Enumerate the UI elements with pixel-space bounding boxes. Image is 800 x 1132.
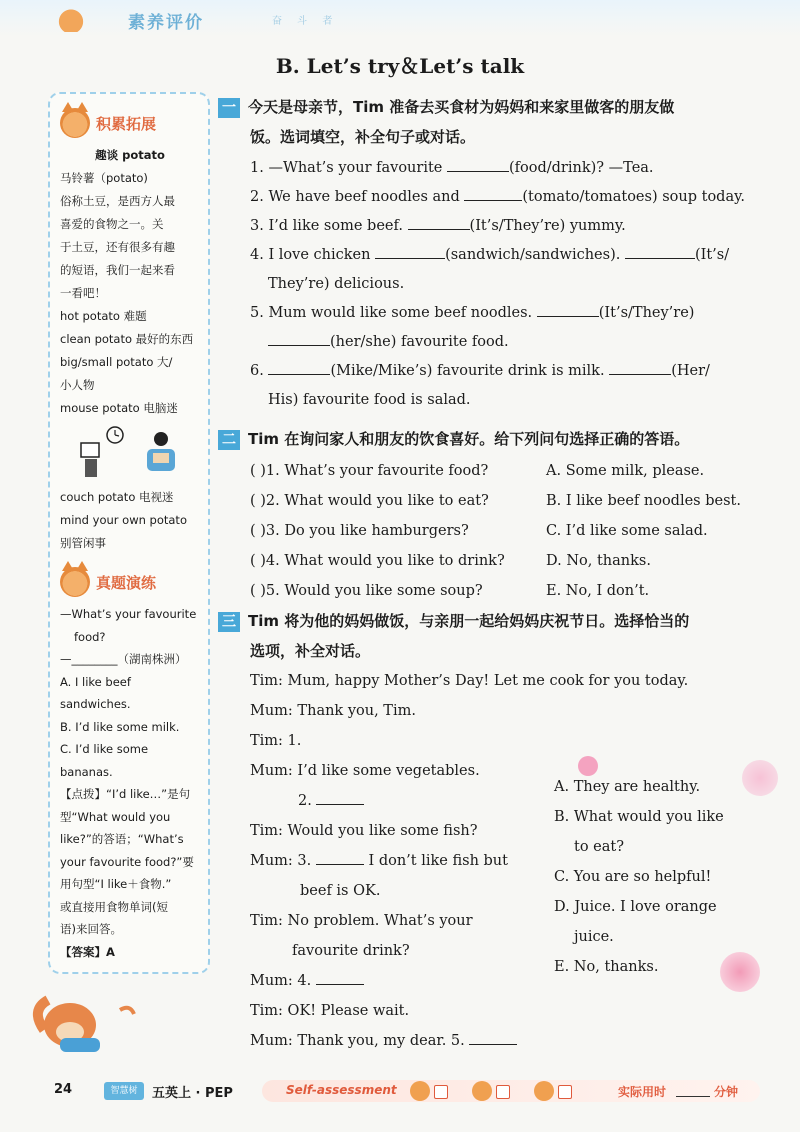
- answer-blank[interactable]: [268, 360, 330, 375]
- match-row: ( )4. What would you like to drink? D. No, thanks.: [250, 553, 651, 569]
- rating-checkbox[interactable]: [496, 1085, 510, 1099]
- fill-item-6-cont: His) favourite food is salad.: [268, 392, 471, 408]
- exam-tip: 用句型“I like＋食物.”: [60, 877, 172, 891]
- intro-line: 俗称土豆，是西方人最: [60, 194, 175, 208]
- option-d-cont: juice.: [574, 929, 614, 945]
- option-a: A. They are healthy.: [554, 779, 701, 795]
- answer-blank[interactable]: [316, 970, 364, 985]
- part3-number: 三: [218, 612, 240, 632]
- sidebar: [48, 92, 210, 974]
- fill-item-4-cont: They’re) delicious.: [268, 276, 405, 292]
- topic-title: 趣谈 potato: [95, 148, 165, 162]
- footer: [48, 1078, 760, 1104]
- dialogue-line: Tim: No problem. What’s your: [250, 913, 473, 929]
- answer-blank[interactable]: [375, 244, 445, 259]
- header-subtitle: 奋 斗 者: [272, 16, 339, 27]
- dialogue-line: Mum: Thank you, Tim.: [250, 703, 416, 719]
- dialogue-line: Tim: OK! Please wait.: [250, 1003, 410, 1019]
- grade-label: 五英上 · PEP: [152, 1086, 233, 1101]
- answer-blank[interactable]: [316, 790, 364, 805]
- exam-tip: like?”的答语；“What’s: [60, 832, 184, 846]
- section-title: B. Let’s try＆Let’s talk: [275, 54, 525, 78]
- computer-clock-icon: [77, 425, 127, 481]
- fox-face-icon: [472, 1081, 492, 1101]
- fox-face-icon: [534, 1081, 554, 1101]
- phrase: 别管闲事: [60, 536, 106, 550]
- self-assessment-bar: [262, 1080, 760, 1102]
- exam-answer: 【答案】A: [60, 944, 115, 959]
- phrase: clean potato 最好的东西: [60, 332, 194, 346]
- exam-option: B. I’d like some milk.: [60, 719, 180, 734]
- match-row: ( )2. What would you like to eat? B. I like beef noodles best.: [250, 493, 741, 509]
- part1-number: 一: [218, 98, 240, 118]
- match-row: ( )3. Do you like hamburgers? C. I’d like some salad.: [250, 523, 708, 539]
- fill-item-6: 6. (Mike/Mike’s) favourite drink is milk. (Her/: [218, 357, 758, 386]
- fox-mascot-icon: [60, 108, 90, 138]
- phrase: mouse potato 电脑迷: [60, 401, 178, 415]
- exam-tip: 语)来回答。: [60, 922, 122, 936]
- intro-line: 一看吧！: [60, 286, 106, 300]
- phrase: hot potato 难题: [60, 309, 147, 323]
- fill-item-3: 3. I’d like some beef. (It’s/They’re) yummy.: [218, 212, 758, 241]
- intro-line: 于土豆，还有很多有趣: [60, 240, 175, 254]
- answer-blank[interactable]: [469, 1030, 517, 1045]
- part3-instruction-line2: 选项，补全对话。: [250, 642, 371, 660]
- page-number: 24: [54, 1082, 73, 1097]
- part2-number: 二: [218, 430, 240, 450]
- answer-blank[interactable]: [268, 331, 330, 346]
- answer-blank[interactable]: [464, 186, 522, 201]
- fox-mascot-icon: [60, 567, 90, 597]
- answer-blank[interactable]: [609, 360, 671, 375]
- exam-tip: 型“What would you: [60, 809, 171, 824]
- running-fox-icon: [30, 980, 140, 1060]
- fill-item-5: 5. Mum would like some beef noodles. (It’s/They’re): [218, 299, 758, 328]
- fox-logo-icon: [56, 6, 86, 32]
- match-row: ( )5. Would you like some soup? E. No, I don’t.: [250, 583, 650, 599]
- fill-item-5-cont: (her/she) favourite food.: [218, 328, 758, 357]
- phrase: mind your own potato: [60, 513, 187, 527]
- part1-instruction-line2: 饭。选词填空，补全句子或对话。: [250, 128, 476, 146]
- time-unit: 分钟: [714, 1085, 739, 1099]
- time-blank[interactable]: [676, 1096, 710, 1097]
- series-badge: 智慧树: [104, 1082, 144, 1100]
- part1-instruction: 一 今天是母亲节，Tim 准备去买食材为妈妈和来家里做客的朋友做: [218, 92, 758, 122]
- phrase: big/small potato 大/: [60, 355, 173, 369]
- fox-face-icon: [410, 1081, 430, 1101]
- dialogue-options: [554, 772, 724, 982]
- exam-question: —What’s your favourite: [60, 607, 197, 621]
- part3: [218, 606, 758, 1056]
- header-band: [0, 0, 800, 36]
- part2-instruction: 二 Tim 在询问家人和朋友的饮食喜好。给下列问句选择正确的答语。: [218, 424, 758, 454]
- time-label: 实际用时: [618, 1085, 667, 1099]
- intro-line: 马铃薯（potato): [60, 171, 148, 185]
- dialogue-line: 2.: [218, 786, 758, 816]
- option-c: C. You are so helpful!: [554, 869, 712, 885]
- exam-heading: 真题演练: [60, 567, 208, 597]
- match-row: ( )1. What’s your favourite food? A. Some milk, please.: [250, 463, 705, 479]
- phrase: couch potato 电视迷: [60, 490, 174, 504]
- fill-item-4: 4. I love chicken (sandwich/sandwiches). (It’s/: [218, 241, 758, 270]
- answer-blank[interactable]: [447, 157, 509, 172]
- exam-answer-line: —________（湖南株洲）: [60, 652, 187, 666]
- answer-blank[interactable]: [625, 244, 695, 259]
- dialogue-line: Tim: 1.: [250, 733, 302, 749]
- exam-option: A. I like beef sandwiches.: [60, 674, 131, 711]
- dialogue-line: Mum: 3. I don’t like fish but: [218, 846, 758, 876]
- phrase: 小人物: [60, 378, 95, 392]
- flower-decoration-icon: [578, 756, 598, 776]
- answer-blank[interactable]: [537, 302, 599, 317]
- fill-item-1: 1. —What’s your favourite (food/drink)? —Tea.: [218, 154, 758, 183]
- dialogue-line: Mum: 4.: [218, 966, 758, 996]
- rating-checkbox[interactable]: [558, 1085, 572, 1099]
- couch-person-icon: [141, 429, 181, 477]
- flower-decoration-icon: [742, 760, 778, 796]
- exam-tip: 或直接用食物单词(短: [60, 899, 168, 914]
- dialogue-line: Mum: Thank you, my dear. 5.: [218, 1026, 758, 1056]
- part3-instruction: 三 Tim 将为他的妈妈做饭，与亲朋一起给妈妈庆祝节日。选择恰当的: [218, 606, 758, 636]
- exam-option: C. I’d like some bananas.: [60, 742, 149, 779]
- rating-checkbox[interactable]: [434, 1085, 448, 1099]
- exam-tip: your favourite food?”要: [60, 854, 194, 869]
- option-b: B. What would you like: [554, 809, 724, 825]
- option-b-cont: to eat?: [574, 839, 624, 855]
- dialogue-line: Tim: Mum, happy Mother’s Day! Let me cook for you today.: [250, 673, 689, 689]
- dialogue-line: Tim: Would you like some fish?: [250, 823, 478, 839]
- computer-clock-illustration: [50, 420, 208, 486]
- part2: [218, 424, 758, 606]
- intro-line: 喜爱的食物之一。关: [60, 217, 164, 231]
- answer-blank[interactable]: [316, 850, 364, 865]
- accumulate-heading: 积累拓展: [60, 108, 208, 138]
- dialogue-line: favourite drink?: [292, 943, 410, 959]
- answer-blank[interactable]: [408, 215, 470, 230]
- exam-question: food?: [74, 629, 106, 644]
- dialogue-line: beef is OK.: [300, 883, 381, 899]
- part1: [218, 92, 758, 415]
- option-d: D. Juice. I love orange: [554, 899, 717, 915]
- fill-item-2: 2. We have beef noodles and (tomato/tomatoes) soup today.: [218, 183, 758, 212]
- flower-decoration-icon: [720, 952, 760, 992]
- self-assessment-label: Self-assessment: [286, 1083, 397, 1097]
- option-e: E. No, thanks.: [554, 959, 659, 975]
- exam-tip: 【点拨】“I’d like…”是句: [60, 787, 191, 801]
- intro-line: 的短语，我们一起来看: [60, 263, 175, 277]
- dialogue-line: Mum: I’d like some vegetables.: [250, 763, 480, 779]
- header-title: 素养评价: [128, 13, 204, 33]
